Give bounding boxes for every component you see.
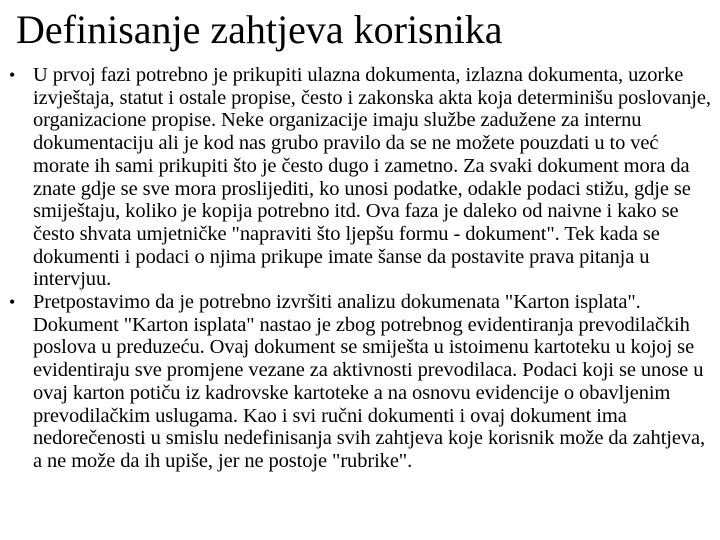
bullet-dot-icon: • <box>9 292 16 313</box>
bullet-dot-icon: • <box>9 65 16 85</box>
slide-title: Definisanje zahtjeva korisnika <box>16 7 503 52</box>
bullet-list <box>0 64 714 473</box>
bullet-item <box>0 64 714 291</box>
bullet-item <box>0 291 714 473</box>
bullet-text: U prvoj fazi potrebno je prikupiti ulazna dokumenta, izlazna dokumenta, uzorke izvještaja, statut i ostale propise, često i zakonska akta koja determinišu poslovanje, organizacione propise. Neke organizacije imaju službe zadužene za internu dokumentaciju ali je kod nas grubo pravilo da se ne možete pouzdati u to već morate ih sami prikupiti što je često dugo i zametno. Za svaki dokument mora da znate gdje se sve mora proslijediti, ko unosi podatke, odakle podaci stižu, gdje se smiještaju, koliko je kopija potrebno itd. Ova faza je daleko od naivne i kako se često shvata umjetničke "napraviti što ljepšu formu - dokument". Tek kada se dokumenti i podaci o njima prikupe imate šanse da postavite prava pitanja u intervjuu. <box>33 64 711 291</box>
bullet-text: Pretpostavimo da je potrebno izvršiti analizu dokumenata "Karton isplata". Dokument "Karton isplata" nastao je zbog potrebnog evidentiranja prevodilačkih poslova u preduzeću. Ovaj dokument se smiješta u istoimenu kartoteku u kojoj se evidentiraju sve promjene vezane za aktivnosti prevodilaca. Podaci koji se unose u ovaj karton potiču iz kadrovske kartoteke a na osnovu evidencije o obavljenim prevodilačkim uslugama. Kao i svi ručni dokumenti i ovaj dokument ima nedorečenosti u smislu nedefinisanja svih zahtjeva koje korisnik može da zahtjeva, a ne može da ih upiše, jer ne postoje "rubrike". <box>33 291 706 472</box>
